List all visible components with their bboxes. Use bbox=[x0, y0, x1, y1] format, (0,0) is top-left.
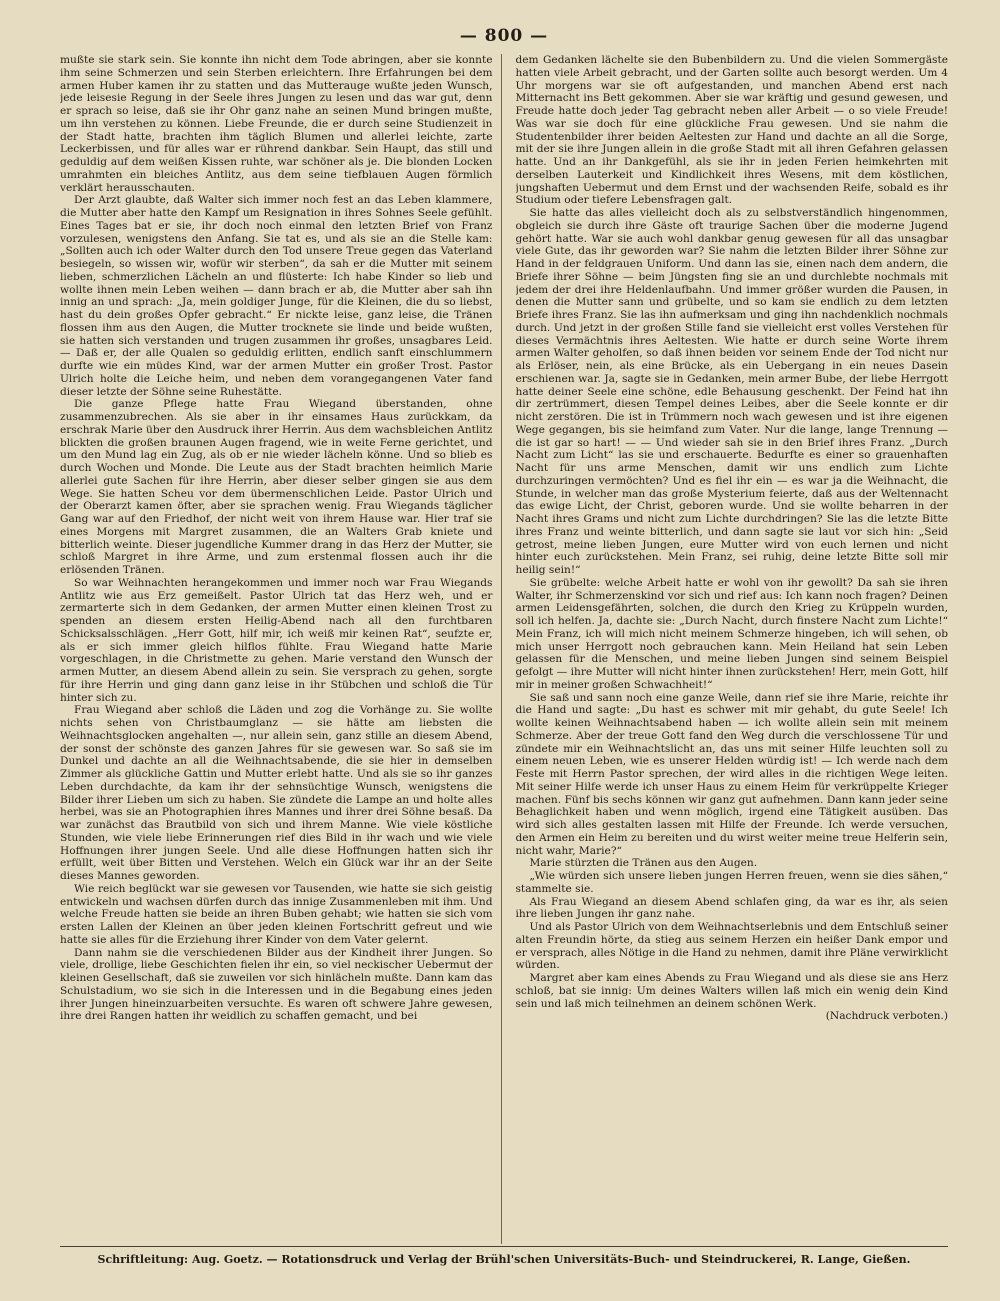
page-number: — 800 — bbox=[459, 26, 549, 46]
paragraph: Wie reich beglückt war sie gewesen vor Tausenden, wie hatte sie sich geistig entwickeln und wachsen dürfen durch das innige Zusammenleben mit ihm. Und welche Freude hatten sie beide an ihren Buben gehabt; wie hatten sie sich vom ersten Lallen der Kleinen an über jeden kleinen Fortschritt gefreut und wie hatte sie alles für die Erziehung ihrer Kinder von dem Vater gelernt. bbox=[60, 882, 493, 946]
paragraph: Marie stürzten die Tränen aus den Augen. bbox=[529, 857, 758, 870]
imprint-line: Schriftleitung: Aug. Goetz. — Rotationsdruck und Verlag der Brühl'schen Universitäts-Buch- und Steindruckerei, R. Lange, Gießen. bbox=[97, 1253, 911, 1266]
paragraph: Frau Wiegand aber schloß die Läden und zog die Vorhänge zu. Sie wollte nichts sehen von Christbaumglanz — sie hätte am liebsten die Weihnachtsglocken angehalten —, nur allein sein, ganz stille an diesem Abend, der sonst der schönste des ganzen Jahres für sie gewesen war. So saß sie im Dunkel und dachte an all die Weihnachtsabende, die sie hier in demselben Zimmer als glückliche Gattin und Mutter erlebt hatte. Und als sie so ihr ganzes Leben durchdachte, da kam ihr der sehnsüchtige Wunsch, wenigstens die Bilder ihrer Lieben um sich zu haben. Sie zündete die Lampe an und holte alles herbei, was sie an Photographien ihres Mannes und ihrer drei Söhne besaß. Da war zunächst das Brautbild von sich und ihrem Manne. Wie viele köstliche Stunden, wie viele liebe Erinnerungen rief dies Bild in ihr wach und wie viele Hoffnungen ihrer jungen Seele. Und alle diese Hoffnungen hatten sich ihr erfüllt, weit über Bitten und Verstehen. Welch ein Glück war ihr an der Seite dieses Mannes geworden. bbox=[60, 704, 493, 882]
reprint-notice: (Nachdruck verboten.) bbox=[825, 1010, 948, 1023]
paragraph: „Wie würden sich unsere lieben jungen Herren freuen, wenn sie dies sähen,“ stammelte sie. bbox=[515, 870, 948, 895]
paragraph: Dann nahm sie die verschiedenen Bilder aus der Kindheit ihrer Jungen. So viele, drollige, liebe Geschichten fielen ihr ein, so viel neckischer Uebermut der kleinen Gesellschaft, daß sie zuweilen vor sich hinlächeln mußte. Dann kam das Schulstadium, wo sie sich in die Interessen und in die Begabung eines jeden ihrer Jungen hineinzuarbeiten versuchte. Es waren oft schwere Jahre gewesen, ihre drei Rangen hatten ihr weidlich zu schaffen gemacht, und bei bbox=[60, 946, 493, 1023]
paragraph: Margret aber kam eines Abends zu Frau Wiegand und als diese sie ans Herz schloß, bat sie innig: Um deines Walters willen laß mich ein wenig dein Kind sein und laß mich teilnehmen an deinem schönen Werk. bbox=[515, 972, 948, 1010]
paragraph: Und als Pastor Ulrich von dem Weihnachtserlebnis und dem Entschluß seiner alten Freundin hörte, da stieg aus seinem Herzen ein heißer Dank empor und er versprach, alles Nötige in die Hand zu nehmen, damit ihre Pläne verwirklicht würden. bbox=[515, 921, 948, 972]
paragraph: Die ganze Pflege hatte Frau Wiegand überstanden, ohne zusammenzubrechen. Als sie aber in ihr einsames Haus zurückkam, da erschrak Marie über den Ausdruck ihrer Herrin. Aus dem wachsbleichen Antlitz blickten die großen braunen Augen fragend, wie in weite Ferne gerichtet, und um den Mund lag ein Zug, als ob er nie wieder lächeln könne. Und so blieb es durch Wochen und Monde. Die Leute aus der Stadt brachten heimlich Marie allerlei gute Sachen für ihre Herrin, aber dieser selber gingen sie aus dem Wege. Sie hatten Scheu vor dem übermenschlichen Leide. Pastor Ulrich und der Oberarzt kamen öfter, aber sie sprachen wenig. Frau Wiegands täglicher Gang war auf den Friedhof, der nicht weit von ihrem Hause war. Hier traf sie eines Morgens mit Margret zusammen, die an Walters Grab kniete und bitterlich weinte. Dieser jugendliche Kummer drang in das Herz der Mutter, sie schloß Margret in ihre Arme, und zum erstenmal flossen auch ihr die erlösenden Tränen. bbox=[60, 398, 493, 576]
paragraph: So war Weihnachten herangekommen und immer noch war Frau Wiegands Antlitz wie aus Erz gemeißelt. Pastor Ulrich tat das Herz weh, und er zermarterte sich in dem Gedanken, der armen Mutter einen kleinen Trost zu spenden an diesem ersten Heilig-Abend nach all den furchtbaren Schicksalsschlägen. „Herr Gott, hilf mir, ich weiß mir keinen Rat“, seufzte er, als er sich immer gleich hilflos fühlte. Frau Wiegand hatte Marie vorgeschlagen, in die Christmette zu gehen. Marie verstand den Wunsch der armen Mutter, an diesem Abend allein zu sein. Sie versprach zu gehen, sorgte für ihre Herrin und ging dann ganz leise in ihr Stübchen und schloß die Tür hinter sich zu. bbox=[60, 576, 493, 704]
paragraph: Sie hatte das alles vielleicht doch als zu selbstverständlich hingenommen, obgleich sie durch ihre Gäste oft traurige Sachen über die moderne Jugend gehört hatte. War sie auch wohl dankbar genug gewesen für all das unsagbar viele Gute, das ihr geworden war? Sie nahm die letzten Bilder ihrer Söhne zur Hand in der feldgrauen Uniform. Und dann las sie, einen nach dem andern, die Briefe ihrer Söhne — beim Jüngsten fing sie an und durchlebte nochmals mit jedem der drei ihre Heldenlaufbahn. Und immer größer wurden die Pausen, in denen die Mutter sann und grübelte, und so kam sie endlich zu dem letzten Briefe ihres Franz. Sie las ihn aufmerksam und ging ihn nachdenklich nochmals durch. Und jetzt in der großen Stille fand sie vielleicht erst volles Verstehen für dieses Vermächtnis ihres Aeltesten. Wie hatte er durch seine Worte ihrem armen Walter geholfen, so daß ihnen beiden vor seinem Ende der Tod nicht nur als Erlöser, nein, als eine Brücke, als ein Uebergang in ein neues Dasein erschienen war. Ja, sagte sie in Gedanken, mein armer Bube, der liebe Herrgott hatte deiner Seele eine schöne, edle Behausung geschenkt. Der Feind hat ihn dir zertrümmert, diesen Tempel deines Leibes, aber die Seele konnte er dir nicht zerstören. Die ist in Trümmern noch wach gewesen und ist ihre eigenen Wege gegangen, bis sie heimfand zum Vater. Nur die lange, lange Trennung — die ist gar so hart! — — Und wieder sah sie in den Brief ihres Franz. „Durch Nacht zum Licht“ las sie und erschauerte. Bedurfte es einer so grauenhaften Nacht für uns arme Menschen, damit wir uns endlich zum Lichte durchzuringen vermöchten? Und es fiel ihr ein — es war ja die Weihnacht, die Stunde, in welcher man das große Mysterium feierte, daß aus der Weltennacht das ewige Licht, der Christ, geboren wurde. Und sie wollte beharren in der Nacht ihres Grams und nicht zum Lichte durchdringen? Sie las die letzte Bitte ihres Franz und weinte bitterlich, und dann sagte sie laut vor sich hin: „Seid getrost, meine lieben Jungen, eure Mutter wird von euch lernen und nicht hinter euch zurückstehen. Mein Franz, sei ruhig, deine letzte Bitte soll mir heilig sein!“ bbox=[515, 207, 948, 576]
right-column bbox=[516, 54, 949, 1244]
text-columns bbox=[60, 54, 948, 1244]
footer-divider bbox=[60, 1246, 948, 1247]
paragraph: Sie saß und sann noch eine ganze Weile, dann rief sie ihre Marie, reichte ihr die Hand und sagte: „Du hast es schwer mit mir gehabt, du gute Seele! Ich wollte keinen Weihnachtsabend haben — ich wollte allein sein mit meinem Schmerze. Aber der treue Gott fand den Weg durch die verschlossene Tür und zündete mir ein Weihnachtslicht an, das uns mit seiner Hilfe leuchten soll zu einem neuen Leben, wie es unserer Helden würdig ist! — Ich werde nach dem Feste mit Herrn Pastor sprechen, der wird alles in die richtigen Wege leiten. Mit seiner Hilfe werde ich unser Haus zu einem Heim für verkrüppelte Krieger machen. Fünf bis sechs können wir ganz gut aufnehmen. Dann kann jeder seine Behaglichkeit haben und wenn möglich, irgend eine Tätigkeit ausüben. Das wird sich alles gestalten lassen mit Hilfe der Freunde. Ich werde versuchen, den Armen ein Heim zu bereiten und du wirst weiter meine treue Helferin sein, nicht wahr, Marie?“ bbox=[515, 691, 948, 857]
paragraph: Der Arzt glaubte, daß Walter sich immer noch fest an das Leben klammere, die Mutter aber hatte den Kampf um Resignation in ihres Sohnes Seele gefühlt. Eines Tages bat er sie, ihr doch noch einmal den letzten Brief von Franz vorzulesen, wenigstens den Anfang. Sie tat es, und als sie an die Stelle kam: „Sollten auch ich oder Walter durch den Tod unsere Treue gegen das Vaterland besiegeln, so wissen wir, wofür wir sterben“, da sah er die Mutter mit seinem lieben, schmerzlichen Lächeln an und flüsterte: Ich habe Kinder so lieb und wollte ihnen mein Leben weihen — dann brach er ab, die Mutter aber sah ihn innig an und sprach: „Ja, mein goldiger Junge, für die Kleinen, die du so liebst, hast du dein großes Opfer gebracht.“ Er nickte leise, ganz leise, die Tränen flossen ihm aus den Augen, die Mutter trocknete sie linde und beide wußten, sie hatten sich verstanden und trugen zusammen ihr großes, unsagbares Leid. — Daß er, der alle Qualen so geduldig erlitten, endlich sanft einschlummern durfte wie ein müdes Kind, war der armen Mutter ein großer Trost. Pastor Ulrich holte die Leiche heim, und neben dem vorangegangenen Vater fand dieser letzte der Söhne seine Ruhestätte. bbox=[60, 194, 493, 398]
left-column bbox=[60, 54, 502, 1244]
paragraph: dem Gedanken lächelte sie den Bubenbildern zu. Und die vielen Sommergäste hatten viele Arbeit gebracht, und der Garten sollte auch besorgt werden. Um 4 Uhr morgens war sie oft aufgestanden, und manchen Abend erst nach Mitternacht ins Bett gekommen. Aber sie war kräftig und gesund gewesen, und Freude hatte doch jeder Tag gebracht neben aller Arbeit — o so viele Freude! Was war sie doch für eine glückliche Frau gewesen. Und sie nahm die Studentenbilder ihrer beiden Aeltesten zur Hand und dachte an all die Sorge, mit der sie ihre Jungen allein in die große Stadt mit all ihren Gefahren gelassen hatte. Und an ihr Dankgefühl, als sie ihr in jeden Ferien heimkehrten mit derselben Lauterkeit und Kindlichkeit ihres Wesens, mit dem köstlichen, jungshaften Uebermut und dem Ernst und der wachsenden Reife, sobald es ihr Studium oder tiefere Lebensfragen galt. bbox=[515, 54, 948, 207]
paragraph: Als Frau Wiegand an diesem Abend schlafen ging, da war es ihr, als seien ihre lieben Jungen ihr ganz nahe. bbox=[515, 895, 948, 921]
paragraph: mußte sie stark sein. Sie konnte ihn nicht dem Tode abringen, aber sie konnte ihm seine Schmerzen und sein Sterben erleichtern. Ihre Erfahrungen bei dem armen Huber kamen ihr zu statten und das Mutterauge wußte jeden Wunsch, jede leisesie Regung in der Seele ihres Jungen zu lesen und das war gut, denn er sprach so leise, daß sie ihr Ohr ganz nahe an seinen Mund bringen mußte, um ihn verstehen zu können. Liebe Freunde, die er durch seine Studienzeit in der Stadt hatte, brachten ihm täglich Blumen und allerlei leichte, zarte Leckerbissen, und für alles war er rührend dankbar. Sein Haupt, das still und geduldig auf dem weißen Kissen ruhte, war schöner als je. Die blonden Locken umrahmten ein bleiches Antlitz, aus dem seine tiefblauen Augen förmlich verklärt herausschauten. bbox=[60, 54, 493, 194]
signoff-line bbox=[516, 1010, 949, 1023]
paragraph: Sie grübelte: welche Arbeit hatte er wohl von ihr gewollt? Da sah sie ihren Walter, ihr Schmerzenskind vor sich und rief aus: Ich kann noch fragen? Deinen armen Leidensgefährten, solchen, die durch den Krieg zu Krüppeln wurden, soll ich helfen. Ja, dachte sie: „Durch Nacht, durch finstere Nacht zum Lichte!“ Mein Franz, ich will mich nicht meinem Schmerze hingeben, ich will sehen, ob mich unser Herrgott noch gebrauchen kann. Mein Heiland hat sein Leben gelassen für die Menschen, und meine lieben Jungen sind seinem Beispiel gefolgt — ihre Mutter will nicht hinter ihnen zurückstehen! Herr, mein Gott, hilf mir in meiner großen Schwachheit!“ bbox=[515, 576, 948, 691]
